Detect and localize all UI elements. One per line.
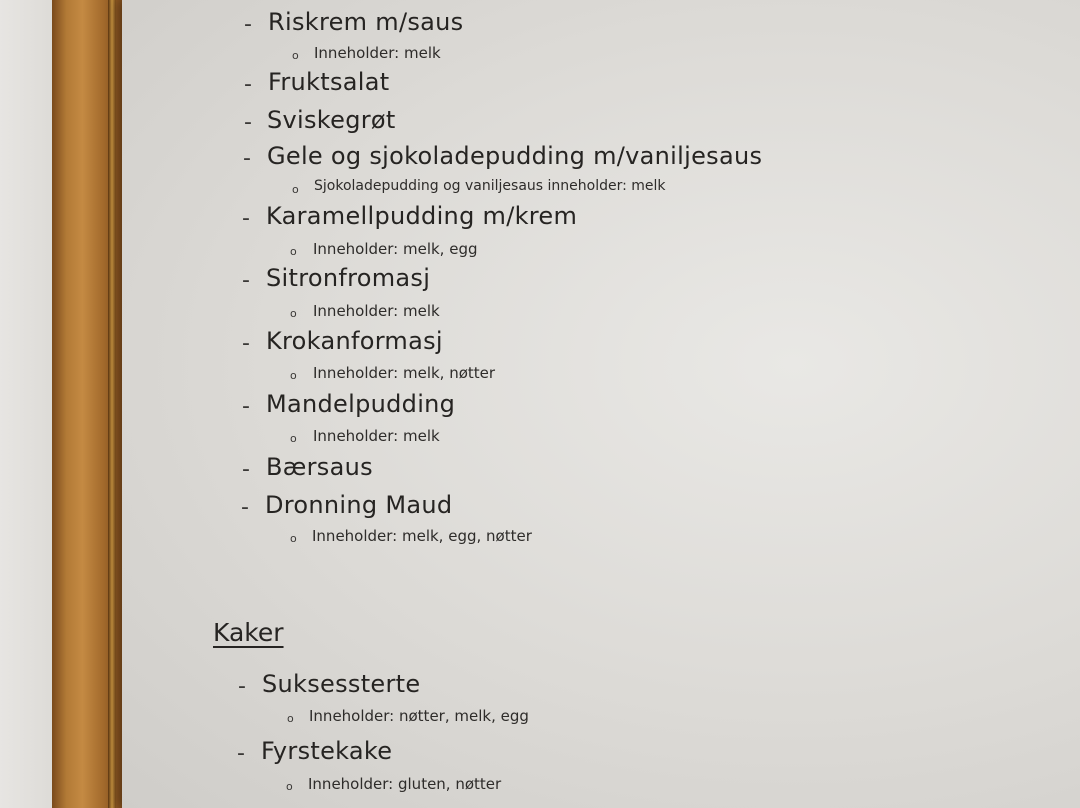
list-dash: - <box>242 206 250 231</box>
sub-bullet: o <box>290 532 297 545</box>
allergen-note: Inneholder: gluten, nøtter <box>308 775 502 793</box>
dessert-dronning-maud: Dronning Maud <box>265 491 453 519</box>
sub-bullet: o <box>286 780 293 793</box>
list-dash: - <box>243 146 251 171</box>
sub-bullet: o <box>290 245 297 258</box>
wall-background <box>0 0 60 808</box>
cake-fyrstekake: Fyrstekake <box>261 737 393 765</box>
list-dash: - <box>244 110 252 135</box>
dessert-sitronfromasj: Sitronfromasj <box>266 264 431 292</box>
allergen-note: Inneholder: melk <box>313 302 440 320</box>
sub-bullet: o <box>290 432 297 445</box>
sub-bullet: o <box>290 369 297 382</box>
allergen-note: Inneholder: melk, egg <box>313 240 478 258</box>
list-dash: - <box>237 741 245 766</box>
list-dash: - <box>242 457 250 482</box>
sub-bullet: o <box>287 712 294 725</box>
dessert-krokanformasj: Krokanformasj <box>266 327 443 355</box>
dessert-gele: Gele og sjokoladepudding m/vaniljesaus <box>267 142 763 170</box>
dessert-mandelpudding: Mandelpudding <box>266 390 456 418</box>
cake-suksessterte: Suksessterte <box>262 670 421 698</box>
sub-bullet: o <box>290 307 297 320</box>
sub-bullet: o <box>292 49 299 62</box>
allergen-note: Inneholder: melk <box>313 427 440 445</box>
allergen-note: Inneholder: nøtter, melk, egg <box>309 707 529 725</box>
dessert-fruktsalat: Fruktsalat <box>268 68 390 96</box>
allergen-note: Inneholder: melk, egg, nøtter <box>312 527 532 545</box>
frame-edge <box>108 0 116 808</box>
dessert-baersaus: Bærsaus <box>266 453 373 481</box>
sub-bullet: o <box>292 183 299 196</box>
allergen-note: Inneholder: melk <box>314 44 441 62</box>
list-dash: - <box>244 12 252 37</box>
list-dash: - <box>244 72 252 97</box>
list-dash: - <box>238 674 246 699</box>
allergen-note: Inneholder: melk, nøtter <box>313 364 496 382</box>
dessert-riskrem: Riskrem m/saus <box>268 8 464 36</box>
wooden-frame <box>52 0 132 808</box>
list-dash: - <box>242 331 250 356</box>
allergen-note: Sjokoladepudding og vaniljesaus inneholder: melk <box>314 178 666 194</box>
section-heading-kaker: Kaker <box>213 618 284 647</box>
dessert-karamellpudding: Karamellpudding m/krem <box>266 202 578 230</box>
dessert-sviskegrot: Sviskegrøt <box>267 106 396 134</box>
list-dash: - <box>242 394 250 419</box>
list-dash: - <box>241 495 249 520</box>
list-dash: - <box>242 268 250 293</box>
